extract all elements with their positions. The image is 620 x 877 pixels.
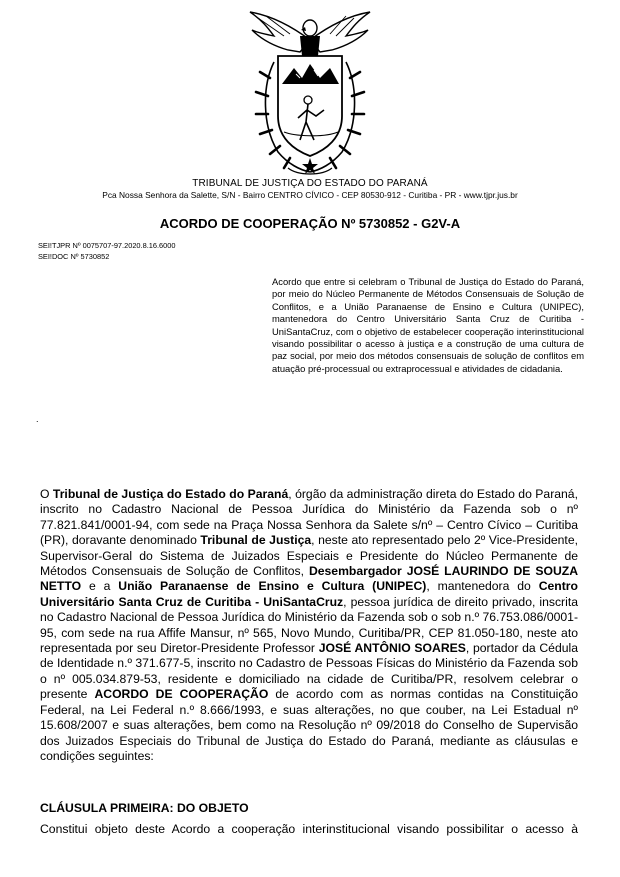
text-run: de acordo com as normas contidas na Constituição Federal, na Lei Federal n.º 8.666/1993, e suas alterações, no que couber, na Lei Estadual nº 15.608/2007 e suas alterações, bem como na Resolução nº 09/2018 do Conselho de Supervisão dos Juizados Especiais do Tribunal de Justiça do Estado do Paraná, mediante as cláusulas e condições seguintes: — [40, 687, 578, 763]
party-tribunal-name: Tribunal de Justiça do Estado do Paraná — [52, 487, 289, 501]
sei-process-number: SEI!TJPR Nº 0075707-97.2020.8.16.6000 — [38, 241, 176, 250]
tribunal-representative: Desembargador JOSÉ LAURINDO DE SOUZA NETTO — [40, 564, 578, 594]
agreement-summary: Acordo que entre si celebram o Tribunal de Justiça do Estado do Paraná, por meio do Núcleo Permanente de Métodos Consensuais de Solução de Conflitos, e a União Paranaense de Ensino e Cultura (UNIPEC), mantenedora do Centro Universitário Santa Cruz de Curitiba - UniSantaCruz, com o objetivo de estabelecer cooperação interinstitucional visando possibilitar o acesso à justiça e a construção de uma cultura de paz social, por meio dos métodos consensuais de solução de conflitos em atuação pré-processual ou extraprocessual e atividades de cidadania. — [272, 276, 584, 374]
party-unisantacruz-name: Centro Universitário Santa Cruz de Curitiba - UniSantaCruz — [40, 579, 578, 609]
text-run: , órgão da administração direta do Estado do Paraná, inscrito no Cadastro Nacional de Pessoa Jurídica do Ministério da Fazenda sob o nº 77.821.841/0001-94, com sede na Praça Nossa Senhora da Salete s/nº – Centro Cívico – Curitiba (PR), doravante denominado — [40, 487, 578, 548]
clause-1-text: Constitui objeto deste Acordo a cooperação interinstitucional visando possibilitar o acesso à — [40, 822, 578, 836]
sei-document-number: SEI!DOC Nº 5730852 — [38, 252, 110, 261]
court-address: Pca Nossa Senhora da Salette, S/N - Bairro CENTRO CÍVICO - CEP 80530-912 - Curitiba - PR - www.tjpr.jus.br — [102, 190, 518, 200]
preamble-paragraph — [40, 487, 578, 764]
text-run: , portador da Cédula de Identidade n.º 371.677-5, inscrito no Cadastro de Pessoas Físicas do Ministério da Fazenda sob o nº 005.034.879-53, residente e domiciliado na cidade de Curitiba/PR, resolvem celebrar o presente — [40, 641, 578, 702]
unipec-representative: JOSÉ ANTÔNIO SOARES — [318, 641, 466, 656]
agreement-name: ACORDO DE COOPERAÇÃO — [94, 687, 269, 702]
text-run: e a — [81, 579, 119, 594]
text-run: , neste ato representado pelo 2º Vice-Presidente, Supervisor-Geral do Sistema de Juizados Especiais e Presidente do Núcleo Permanente de Métodos Consensuais de Solução de Conflitos, — [40, 533, 578, 579]
text-run: O — [40, 487, 53, 501]
stray-dot: . — [36, 414, 39, 424]
document-title: ACORDO DE COOPERAÇÃO Nº 5730852 - G2V-A — [159, 216, 461, 231]
party-tribunal-short: Tribunal de Justiça — [200, 533, 312, 548]
clause-1-title: CLÁUSULA PRIMEIRA: DO OBJETO — [40, 801, 249, 815]
text-run: , mantenedora do — [426, 579, 539, 594]
party-unipec-name: União Paranaense de Ensino e Cultura (UNIPEC) — [118, 579, 427, 594]
court-name: TRIBUNAL DE JUSTIÇA DO ESTADO DO PARANÁ — [192, 178, 428, 189]
parana-coat-of-arms-image — [244, 6, 376, 178]
text-run: , pessoa jurídica de direito privado, inscrita no Cadastro Nacional de Pessoa Jurídica do Ministério da Fazenda sob o sob n.º 76.753.086/0001-95, com sede na rua Affife Mansur, nº 565, Novo Mundo, Curitiba/PR, CEP 81.050-180, neste ato representada por seu Diretor-Presidente Professor — [40, 594, 578, 656]
